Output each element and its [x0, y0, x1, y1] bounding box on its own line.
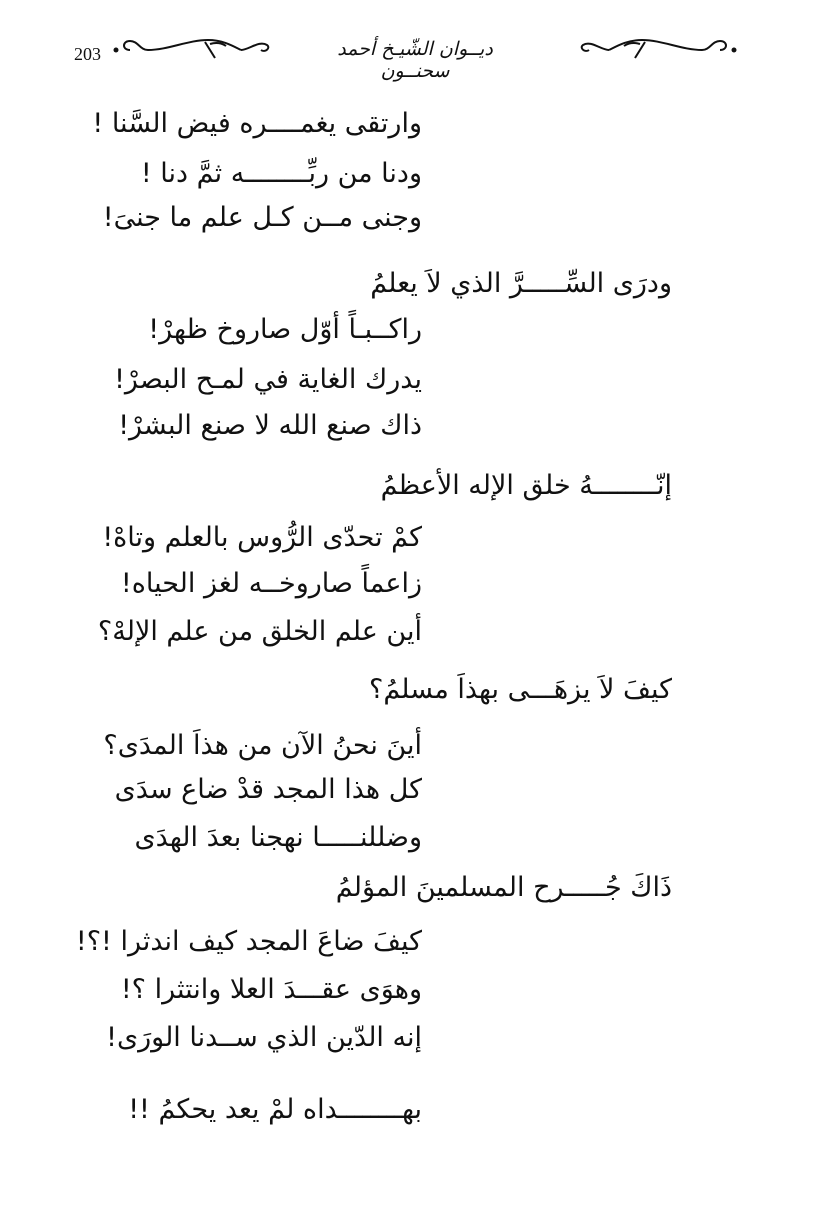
- verse-line: وارتقى يغمــــره فيض السَّنا !: [92, 108, 422, 139]
- refrain-line: ودرَى السِّـــــرَّ الذي لاَ يعلمُ: [370, 268, 672, 299]
- verse-line: كيفَ ضاعَ المجد كيف اندثرا !؟!: [75, 926, 422, 957]
- verse-line: يدرك الغاية في لمـح البصرْ!: [114, 364, 422, 395]
- verse-line: راكــبـاً أوّل صاروخ ظهرْ!: [148, 314, 422, 345]
- verse-line: وهوَى عقـــدَ العلا وانتثرا ؟!: [120, 974, 422, 1005]
- refrain-line: إنّــــــــهُ خلق الإله الأعظمُ: [380, 470, 672, 501]
- refrain-line: ذَاكَ جُـــــرح المسلمينَ المؤلمُ: [335, 872, 672, 903]
- verse-line: أين علم الخلق من علم الإلهْ؟: [97, 616, 422, 647]
- verse-line: إنه الدّين الذي ســدنا الورَى!: [106, 1022, 422, 1053]
- verse-line: أينَ نحنُ الآن من هذاَ المدَى؟: [103, 730, 422, 761]
- refrain-line: بهــــــــداه لمْ يعد يحكمُ !!: [128, 1094, 422, 1125]
- verse-line: كمْ تحدّى الرُّوس بالعلم وتاهْ!: [102, 522, 422, 553]
- verse-line: وضللنـــــا نهجنا بعدَ الهدَى: [134, 822, 422, 853]
- verse-line: وجنى مــن كـل علم ما جنىَ!: [102, 202, 422, 233]
- running-title: ديــوان الشّيـخ أحمد سحنــون: [337, 38, 493, 82]
- verse-line: زاعماً صاروخــه لغز الحياه!: [120, 568, 422, 599]
- verse-line: كل هذا المجد قدْ ضاع سدَى: [114, 774, 422, 805]
- page-number: 203: [74, 44, 101, 64]
- verse-line: ذاك صنع الله لا صنع البشرْ!: [118, 410, 422, 441]
- refrain-line: كيفَ لاَ يزهَـــى بهذاَ مسلمُ؟: [369, 674, 672, 705]
- verse-line: ودنا من ربِّــــــــه ثمَّ دنا !: [140, 158, 422, 189]
